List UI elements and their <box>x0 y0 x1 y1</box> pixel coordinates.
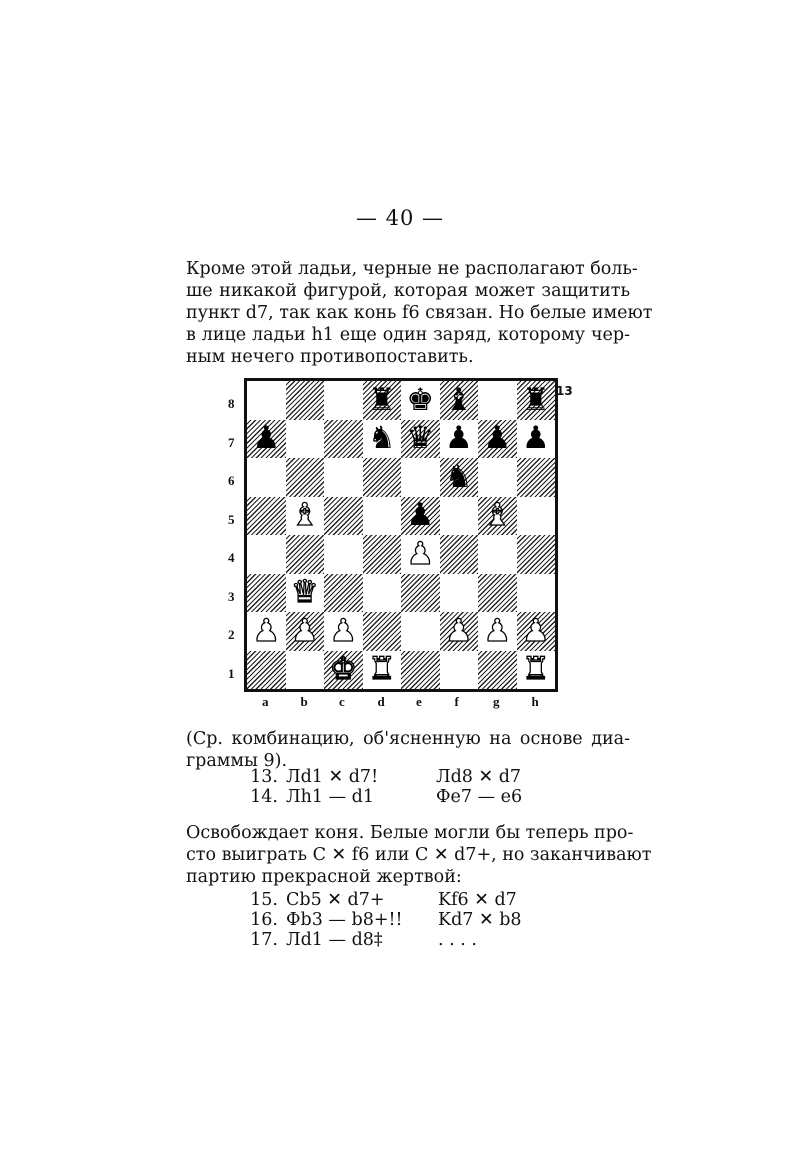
rank-label: 7 <box>228 434 235 450</box>
square-f8 <box>440 381 479 420</box>
square-e8 <box>401 381 440 420</box>
square-e1 <box>401 651 440 690</box>
text-line: сто выиграть С ✕ f6 или С ✕ d7+, но заканчивают <box>186 845 652 865</box>
square-h5 <box>517 497 556 536</box>
square-c7 <box>324 420 363 459</box>
square-f1 <box>440 651 479 690</box>
square-d2 <box>363 612 402 651</box>
square-d4 <box>363 535 402 574</box>
black-move: Kd7 ✕ b8 <box>438 910 522 930</box>
black-pawn-icon: ♟ <box>444 420 473 457</box>
paragraph-reference <box>186 728 630 772</box>
square-f6 <box>440 458 479 497</box>
text-line: партию прекрасной жертвой: <box>186 867 462 887</box>
white-pawn-icon: ♟ <box>252 612 281 649</box>
rank-label: 5 <box>228 511 235 527</box>
black-move: . . . . <box>438 930 477 950</box>
move-number: 17. <box>250 930 278 950</box>
rank-label: 8 <box>228 396 235 411</box>
square-d1 <box>363 651 402 690</box>
square-h3 <box>517 574 556 613</box>
white-rook-icon: ♜ <box>521 651 550 688</box>
file-label: c <box>339 694 345 709</box>
text-line: ше никакой фигурой, которая может защитить <box>186 281 630 301</box>
square-d3 <box>363 574 402 613</box>
text-line: в лице ладьи h1 еще один заряд, которому чер- <box>186 325 630 345</box>
square-b1 <box>286 651 325 690</box>
square-a8 <box>247 381 286 420</box>
square-g1 <box>478 651 517 690</box>
square-f2 <box>440 612 479 651</box>
black-queen-icon: ♛ <box>406 420 435 457</box>
text-line: граммы 9). <box>186 751 288 771</box>
text-line: пункт d7, так как конь f6 связан. Но белые имеют <box>186 303 653 323</box>
white-move: Лd1 — d8‡ <box>286 930 383 950</box>
square-h4 <box>517 535 556 574</box>
square-c2 <box>324 612 363 651</box>
white-rook-icon: ♜ <box>367 651 396 688</box>
file-label: a <box>262 694 269 709</box>
file-label: d <box>377 694 385 709</box>
black-pawn-icon: ♟ <box>406 497 435 534</box>
file-label: b <box>300 694 308 709</box>
file-label: f <box>454 694 459 709</box>
move-number: 14. <box>250 787 278 807</box>
square-g5 <box>478 497 517 536</box>
square-c8 <box>324 381 363 420</box>
move-number: 13. <box>250 767 278 787</box>
text-line: ным нечего противопоставить. <box>186 347 474 367</box>
square-e2 <box>401 612 440 651</box>
black-pawn-icon: ♟ <box>252 420 281 457</box>
rank-label: 3 <box>228 588 235 604</box>
black-move: Лd8 ✕ d7 <box>436 767 522 787</box>
move-number: 16. <box>250 910 278 930</box>
square-g3 <box>478 574 517 613</box>
square-b8 <box>286 381 325 420</box>
white-pawn-icon: ♟ <box>290 612 319 649</box>
square-g2 <box>478 612 517 651</box>
rank-label: 4 <box>228 550 235 565</box>
text-line: Освобождает коня. Белые могли бы теперь про- <box>186 823 634 843</box>
file-label: h <box>531 694 539 709</box>
square-a3 <box>247 574 286 613</box>
rank-label: 2 <box>228 627 235 642</box>
white-bishop-icon: ♝ <box>483 497 512 534</box>
white-move: Лh1 — d1 <box>286 787 374 807</box>
diagram-number: 13 <box>556 384 573 398</box>
square-a7 <box>247 420 286 459</box>
black-rook-icon: ♜ <box>367 381 396 418</box>
white-move: Фb3 — b8+!! <box>286 910 403 930</box>
square-c1 <box>324 651 363 690</box>
square-h2 <box>517 612 556 651</box>
white-king-icon: ♚ <box>329 651 358 688</box>
black-pawn-icon: ♟ <box>483 420 512 457</box>
black-knight-icon: ♞ <box>367 420 396 457</box>
square-g6 <box>478 458 517 497</box>
paragraph-conclusion <box>186 822 652 888</box>
file-label: g <box>493 694 500 709</box>
text-line: (Ср. комбинацию, об'ясненную на основе диа- <box>186 729 630 749</box>
white-pawn-icon: ♟ <box>444 612 473 649</box>
square-c5 <box>324 497 363 536</box>
square-c3 <box>324 574 363 613</box>
square-c4 <box>324 535 363 574</box>
square-d5 <box>363 497 402 536</box>
square-g8 <box>478 381 517 420</box>
square-h1 <box>517 651 556 690</box>
square-b6 <box>286 458 325 497</box>
square-f3 <box>440 574 479 613</box>
paragraph-intro <box>186 258 653 368</box>
black-move: Фe7 — e6 <box>436 787 523 807</box>
square-f4 <box>440 535 479 574</box>
square-e7 <box>401 420 440 459</box>
square-g7 <box>478 420 517 459</box>
square-h8 <box>517 381 556 420</box>
square-a2 <box>247 612 286 651</box>
white-pawn-icon: ♟ <box>521 612 550 649</box>
square-e6 <box>401 458 440 497</box>
square-d8 <box>363 381 402 420</box>
square-b5 <box>286 497 325 536</box>
square-b3 <box>286 574 325 613</box>
square-d7 <box>363 420 402 459</box>
white-move: Лd1 ✕ d7! <box>286 767 379 787</box>
square-h7 <box>517 420 556 459</box>
black-king-icon: ♚ <box>406 381 435 418</box>
rank-label: 1 <box>228 665 235 681</box>
rank-label: 6 <box>228 473 235 488</box>
square-a4 <box>247 535 286 574</box>
black-knight-icon: ♞ <box>444 458 473 495</box>
black-move: Kf6 ✕ d7 <box>438 890 517 910</box>
square-e5 <box>401 497 440 536</box>
square-b4 <box>286 535 325 574</box>
square-f5 <box>440 497 479 536</box>
page-number: — 40 — <box>355 206 445 230</box>
square-a5 <box>247 497 286 536</box>
square-a6 <box>247 458 286 497</box>
square-c6 <box>324 458 363 497</box>
square-h6 <box>517 458 556 497</box>
square-g4 <box>478 535 517 574</box>
text-line: Кроме этой ладьи, черные не располагают боль- <box>186 259 638 279</box>
square-d6 <box>363 458 402 497</box>
square-b2 <box>286 612 325 651</box>
white-move: Cb5 ✕ d7+ <box>286 890 385 910</box>
square-a1 <box>247 651 286 690</box>
chess-board <box>244 378 558 692</box>
file-label: e <box>416 694 422 709</box>
black-rook-icon: ♜ <box>521 381 550 418</box>
black-pawn-icon: ♟ <box>521 420 550 457</box>
white-bishop-icon: ♝ <box>290 497 319 534</box>
square-e4 <box>401 535 440 574</box>
square-f7 <box>440 420 479 459</box>
white-queen-icon: ♛ <box>290 574 319 611</box>
white-pawn-icon: ♟ <box>406 535 435 572</box>
white-pawn-icon: ♟ <box>329 612 358 649</box>
square-b7 <box>286 420 325 459</box>
black-bishop-icon: ♝ <box>444 381 473 418</box>
square-e3 <box>401 574 440 613</box>
white-pawn-icon: ♟ <box>483 612 512 649</box>
move-number: 15. <box>250 890 278 910</box>
